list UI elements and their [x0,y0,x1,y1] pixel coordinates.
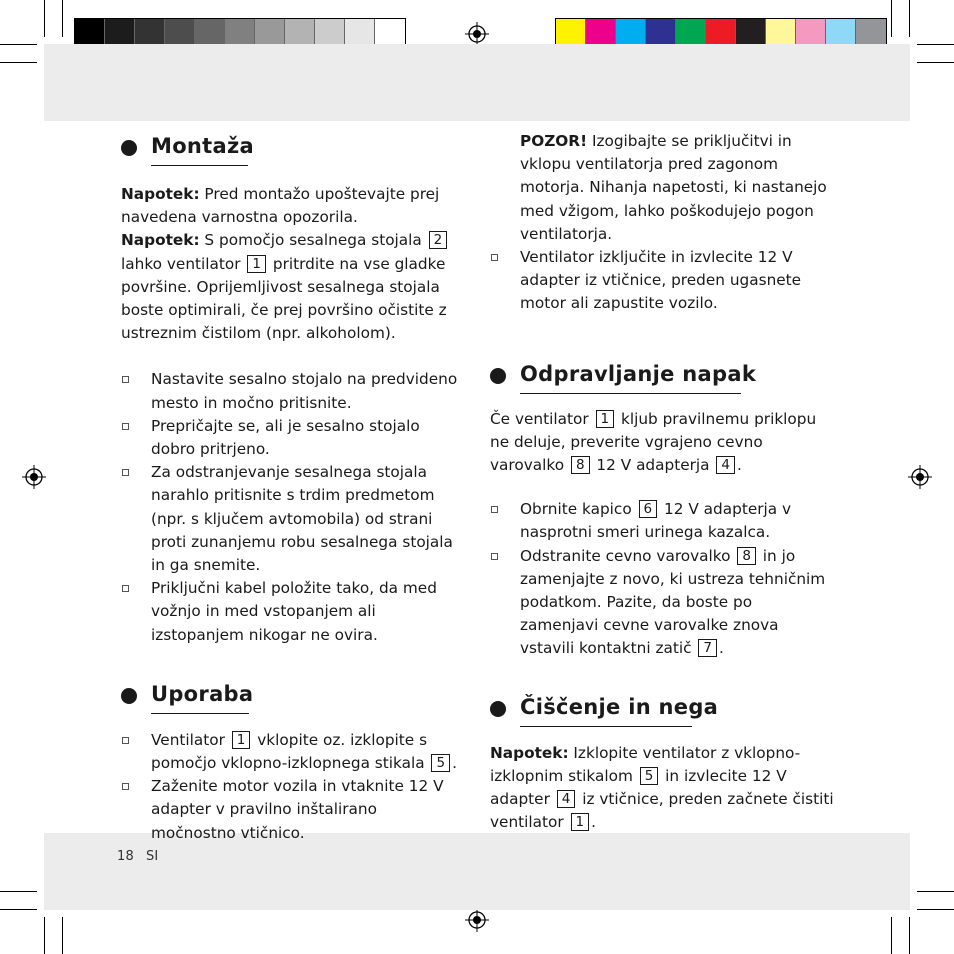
page-footer [117,849,170,864]
uporaba-steps [121,729,466,845]
bullet-dot-icon [121,140,137,156]
warning-text: Izogibajte se priključitvi in vklopu ventilatorja pred zagonom motorja. Nihanja napetosti, ki nastanejo med vžigom, lahko poškodujejo pogon ventilatorja. [520,132,827,243]
registration-mark-icon [465,908,489,932]
crop-mark [917,891,954,892]
bullet-dot-icon [121,688,137,704]
color-swatch [616,19,646,47]
part-number: 1 [247,255,266,273]
crop-mark [62,917,63,954]
part-number: 1 [571,813,590,831]
color-swatch [75,19,105,47]
section-title: Montaža [151,134,254,158]
color-swatch [676,19,706,47]
item-text: 12 V adapterja v nasprotni smeri urinega kazalca. [520,500,792,542]
crop-mark [0,909,37,910]
crop-mark [909,0,910,37]
cleaning-note [490,742,835,835]
intro-text: kljub pravilnemu priklopu ne deluje, preverite vgrajeno cevno varovalko [490,409,817,475]
warning-label: POZOR! [520,132,588,150]
heading-montaza [121,130,466,166]
color-swatch [345,19,375,47]
list-item [490,545,835,661]
language-code: SI [145,849,159,864]
list-item [490,498,835,544]
color-swatch [826,19,856,47]
crop-mark [44,0,45,37]
bullet-dot-icon [490,368,506,384]
note-text: lahko ventilator [121,254,246,273]
color-swatch [766,19,796,47]
registration-mark-icon [22,465,46,489]
note-text: Izklopite ventilator z vklopno-izklopnim stikalom [490,743,801,785]
intro-text: . [737,456,742,475]
crop-mark [891,0,892,37]
title-underline [151,165,248,166]
crop-mark [909,917,910,954]
item-text: . [452,754,457,773]
color-swatch [556,19,586,47]
part-number: 5 [640,767,659,785]
color-swatch [225,19,255,47]
item-text: vklopite oz. izklopite s pomočjo vklopno-izklopnega stikala [151,730,430,773]
crop-mark [62,0,63,37]
color-swatch [135,19,165,47]
crop-mark [891,917,892,954]
list-item: Za odstranjevanje sesalnega stojala narahlo pritisnite s trdim predmetom (npr. s ključem avtomobila) od strani proti zunanjemu robu sesalnega stojala in ga snemite. [121,461,466,577]
list-item: Ventilator izključite in izvlecite 12 V adapter iz vtičnice, preden ugasnete motor ali zapustite vozilo. [490,246,835,316]
color-swatch [105,19,135,47]
crop-mark [917,62,954,63]
color-swatch [375,19,405,47]
section-title: Odpravljanje napak [520,361,757,386]
registration-mark-icon [908,465,932,489]
list-item: Nastavite sesalno stojalo na predvideno mesto in močno pritisnite. [121,368,466,414]
color-swatch [195,19,225,47]
color-swatch [586,19,616,47]
color-swatch [856,19,886,47]
intro-text: Če ventilator [490,409,594,428]
crop-mark [0,891,37,892]
part-number: 4 [557,790,576,808]
crop-mark [917,909,954,910]
color-swatch [706,19,736,47]
crop-mark [0,62,37,63]
bullet-dot-icon [490,701,506,717]
note-text: S pomočjo sesalnega stojala [199,231,427,250]
note-text: . [591,813,597,832]
part-number: 1 [596,410,615,428]
part-number: 5 [431,754,450,772]
note-text: Pred montažo upoštevajte prej navedena varnostna opozorila. [121,185,440,227]
list-item: Zaženite motor vozila in vtaknite 12 V adapter v pravilno inštalirano močnostno vtičnico. [121,775,466,845]
part-number: 7 [698,639,717,657]
item-text: in jo zamenjajte z novo, ki ustreza tehničnim podatkom. Pazite, da boste po zamenjavi cevne varovalke znova vstavili kontaktni zatič [520,546,826,658]
header-band [44,44,910,121]
item-text: Obrnite kapico [520,500,637,519]
part-number: 2 [429,231,448,249]
heading-ciscenje-in-nega [490,691,835,727]
color-swatch [736,19,766,47]
part-number: 4 [716,456,735,474]
list-item: Priključni kabel položite tako, da med vožnjo in med vstopanjem ali izstopanjem nikogar ne ovira. [121,577,466,647]
title-underline [520,393,741,394]
list-item [121,729,466,775]
note-text: in izvlecite 12 V adapter [490,766,787,809]
montaza-steps [121,368,466,646]
title-underline [520,726,692,727]
troubleshoot-intro [490,408,835,478]
troubleshoot-steps [490,498,835,660]
note-text: iz vtičnice, preden začnete čistiti ventilator [490,790,834,832]
intro-text: 12 V adapterja [591,456,715,475]
section-title: Uporaba [151,681,254,706]
heading-uporaba [121,678,466,714]
part-number: 8 [737,547,756,565]
crop-mark [917,44,954,45]
note-label: Napotek: [490,743,569,762]
item-text: . [718,639,724,658]
registration-mark-icon [465,22,489,46]
title-underline [151,713,249,714]
note-text: pritrdite na vse gladke površine. Oprijemljivost sesalnega stojala boste optimirali, če prej površino očistite z ustreznim čistilom (npr. alkoholom). [121,254,447,343]
warning-paragraph [490,130,835,246]
right-column [490,130,835,834]
color-swatch [165,19,195,47]
color-swatch [646,19,676,47]
color-swatch [315,19,345,47]
note-paragraph [121,183,466,229]
list-item: Prepričajte se, ali je sesalno stojalo dobro pritrjeno. [121,415,466,461]
note-label: Napotek: [121,231,200,250]
section-title: Čiščenje in nega [520,694,719,719]
color-swatch [796,19,826,47]
color-swatch [285,19,315,47]
pozor-steps [490,246,835,316]
crop-mark [44,917,45,954]
part-number: 6 [639,500,658,518]
heading-odpravljanje-napak [490,358,835,394]
item-text: Ventilator [151,730,230,749]
item-text: Odstranite cevno varovalko [520,546,736,565]
left-column [121,130,466,845]
note-paragraph [121,229,466,345]
note-label: Napotek: [121,185,200,203]
crop-mark [0,44,37,45]
part-number: 1 [232,731,251,749]
part-number: 8 [571,456,590,474]
page-number: 18 [117,849,134,864]
color-swatch [255,19,285,47]
